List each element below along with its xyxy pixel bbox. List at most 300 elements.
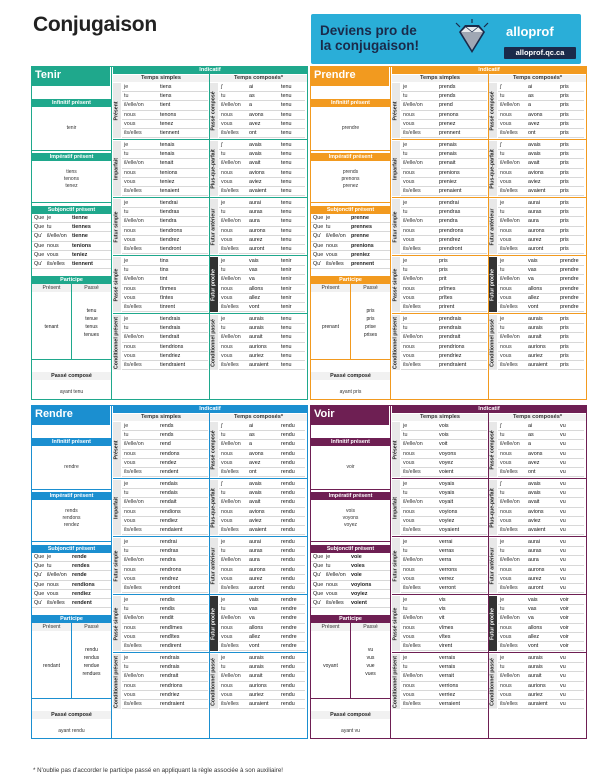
conjugation-row: tu tins — [122, 266, 208, 275]
conjugation-row: je pris — [401, 257, 487, 266]
indicatif-header: Indicatif — [392, 67, 586, 74]
participe-header: Participe — [311, 276, 390, 284]
conjugation-row: vous aurez tenu — [219, 236, 305, 245]
subjonctif-header: Subjonctif présent — [311, 545, 390, 553]
subjonctif-row: Qu' il/elle/on rende — [32, 571, 111, 580]
indicatif-header: Indicatif — [113, 406, 307, 413]
conjugation-row: ils/elles auront rendu — [219, 584, 305, 593]
tense-label: Futur simple — [392, 538, 400, 593]
conjugation-row: tu tiendrais — [122, 324, 208, 333]
tense-label: Présent — [392, 422, 400, 477]
infinitif-value: tenir — [66, 125, 77, 131]
conjugation-row: tu rends — [122, 431, 208, 440]
conjugation-row: il/elle/on va rendre — [219, 614, 305, 623]
conjugation-row: nous aurons vu — [498, 566, 584, 575]
conjugation-row: nous avons rendu — [219, 450, 305, 459]
conjugation-row: il/elle/on tint — [122, 275, 208, 284]
imperatif-form: tenez — [65, 183, 78, 189]
conjugation-row: tu avais tenu — [219, 150, 305, 159]
imperatif-form: voyez — [343, 522, 358, 528]
conjugation-row: il/elle/on tenait — [122, 159, 208, 168]
conjugation-row: nous rendions — [122, 508, 208, 517]
conjugation-row: tu rendras — [122, 547, 208, 556]
conjugation-row: ils/elles auraient pris — [498, 361, 584, 370]
imperatif-form: rends — [65, 508, 78, 514]
tense-label: Futur proche — [210, 257, 218, 312]
conjugation-row: vous allez tenir — [219, 294, 305, 303]
conjugation-row: il/elle/on prendra — [401, 217, 487, 226]
conjugation-row: ils/elles avaient pris — [498, 187, 584, 196]
tense-label: Imparfait — [113, 141, 121, 196]
imperatif-form: vois — [346, 508, 355, 514]
conjugation-row: tu prendrais — [401, 324, 487, 333]
participe-subheader: Présent Passé — [311, 623, 390, 631]
tense-label: Imparfait — [392, 480, 400, 535]
conjugation-row: nous rendrions — [122, 682, 208, 691]
subjonctif-row: Que nous prenions — [311, 242, 390, 251]
tense-label: Imparfait — [113, 480, 121, 535]
conjugation-row: nous voyons — [401, 450, 487, 459]
conjugation-row: je tiens — [122, 83, 208, 92]
conjugation-row: ils/elles rendaient — [122, 526, 208, 535]
conjugation-row: vous aurez vu — [498, 575, 584, 584]
conjugation-row: tu verras — [401, 547, 487, 556]
imperatif-form: prenons — [341, 176, 360, 182]
conjugation-row: tu vas tenir — [219, 266, 305, 275]
conjugation-row: je tiendrai — [122, 199, 208, 208]
conjugation-row: il/elle/on aurait pris — [498, 333, 584, 342]
conjugation-row: il/elle/on rendrait — [122, 672, 208, 681]
infinitif-value: prendre — [341, 125, 360, 131]
conjugation-row: vous prendrez — [401, 236, 487, 245]
conjugation-row: ils/elles auraient tenu — [219, 361, 305, 370]
conjugation-row: nous verrions — [401, 682, 487, 691]
conjugation-row: vous avez pris — [498, 120, 584, 129]
tense-label: Passé simple — [113, 596, 121, 651]
conjugation-row: ils/elles auraient rendu — [219, 700, 305, 709]
temps-composes-header: Temps composés* — [489, 414, 586, 421]
conjugation-row: tu voyais — [401, 489, 487, 498]
conjugation-row: tu vas prendre — [498, 266, 584, 275]
conjugation-row: nous avons vu — [498, 450, 584, 459]
conjugation-row: ils/elles vont voir — [498, 642, 584, 651]
conjugation-row: il/elle/on a tenu — [219, 101, 305, 110]
conjugation-row: vous aviez rendu — [219, 517, 305, 526]
tense-label: Futur antérieur — [210, 199, 218, 254]
verb-title: Rendre — [31, 405, 110, 425]
conjugation-row: vous rendez — [122, 459, 208, 468]
conjugation-row: tu tiendras — [122, 208, 208, 217]
temps-composes-header: Temps composés* — [489, 75, 586, 82]
conjugation-row: je tiendrais — [122, 315, 208, 324]
conjugation-row: il/elle/on tiendrait — [122, 333, 208, 342]
subjonctif-row: Qu' il/elle/on prenne — [311, 232, 390, 241]
tense-label: Plus-que-parfait — [210, 141, 218, 196]
conjugation-row: nous verrons — [401, 566, 487, 575]
participe-present: tenant — [44, 324, 59, 330]
conjugation-row: je vis — [401, 596, 487, 605]
tense-label: Plus-que-parfait — [489, 480, 497, 535]
conjugation-row: j' ai vu — [498, 422, 584, 431]
participe-subheader: Présent Passé — [32, 284, 111, 292]
imperatif-values — [35, 169, 108, 190]
conjugation-row: vous verriez — [401, 691, 487, 700]
imperatif-form: tiens — [66, 169, 77, 175]
conjugation-row: il/elle/on prendrait — [401, 333, 487, 342]
subjonctif-row: Qu' ils/elles rendent — [32, 599, 111, 608]
conjugation-row: tu avais pris — [498, 150, 584, 159]
conjugation-row: vous voyez — [401, 459, 487, 468]
conjugation-row: tu auras tenu — [219, 208, 305, 217]
conjugation-row: ils/elles auraient vu — [498, 700, 584, 709]
passe-compose-header: Passé composé — [32, 372, 111, 380]
subjonctif-row: Que nous rendions — [32, 581, 111, 590]
subjonctif-row: Que vous teniez — [32, 251, 111, 260]
tense-label: Futur simple — [113, 538, 121, 593]
conjugation-row: tu auras rendu — [219, 547, 305, 556]
conjugation-row: je rendrais — [122, 654, 208, 663]
temps-simples-header: Temps simples — [113, 75, 209, 82]
conjugation-row: j' avais tenu — [219, 141, 305, 150]
conjugation-row: je aurais tenu — [219, 315, 305, 324]
conjugation-row: tu vois — [401, 431, 487, 440]
imperatif-header: Impératif présent — [32, 492, 111, 500]
conjugation-row: nous voyions — [401, 508, 487, 517]
tense-label: Présent — [113, 422, 121, 477]
conjugation-row: je vois — [401, 422, 487, 431]
tense-label: Plus-que-parfait — [489, 141, 497, 196]
conjugation-row: tu vis — [401, 605, 487, 614]
imperatif-header: Impératif présent — [32, 153, 111, 161]
subjonctif-header: Subjonctif présent — [32, 545, 111, 553]
conjugation-row: tu vas rendre — [219, 605, 305, 614]
conjugation-row: ils/elles prennent — [401, 129, 487, 138]
conjugation-row: il/elle/on prit — [401, 275, 487, 284]
conjugation-row: tu prends — [401, 92, 487, 101]
conjugation-row: vous avez rendu — [219, 459, 305, 468]
conjugation-row: il/elle/on aurait rendu — [219, 672, 305, 681]
conjugation-row: il/elle/on voyait — [401, 498, 487, 507]
passe-compose-value: ayant tenu — [59, 389, 84, 395]
conjugation-row: je prenais — [401, 141, 487, 150]
conjugation-row: vous vîtes — [401, 633, 487, 642]
conjugation-row: j' ai pris — [498, 83, 584, 92]
conjugation-row: je rendais — [122, 480, 208, 489]
passe-compose-value: ayant rendu — [58, 728, 85, 734]
conjugation-row: nous tiendrons — [122, 227, 208, 236]
conjugation-row: tu auras pris — [498, 208, 584, 217]
conjugation-row: ils/elles auront pris — [498, 245, 584, 254]
passe-compose-header: Passé composé — [311, 372, 390, 380]
conjugation-row: il/elle/on avait vu — [498, 498, 584, 507]
conjugation-row: tu tenais — [122, 150, 208, 159]
conjugation-row: je aurai tenu — [219, 199, 305, 208]
conjugation-row: vous rendriez — [122, 691, 208, 700]
conjugation-row: je verrais — [401, 654, 487, 663]
conjugation-row: il/elle/on aura tenu — [219, 217, 305, 226]
passe-compose-header: Passé composé — [32, 711, 111, 719]
conjugation-row: ils/elles voyaient — [401, 526, 487, 535]
conjugation-row: ils/elles ont rendu — [219, 468, 305, 477]
tense-label: Conditionnel présent — [113, 655, 120, 708]
conjugation-row: je aurai rendu — [219, 538, 305, 547]
conjugation-row: tu avais rendu — [219, 489, 305, 498]
conjugation-row: il/elle/on rendit — [122, 614, 208, 623]
conjugation-row: je aurai pris — [498, 199, 584, 208]
subjonctif-row: Que je tienne — [32, 214, 111, 223]
conjugation-row: tu as rendu — [219, 431, 305, 440]
conjugation-row: vous aviez pris — [498, 178, 584, 187]
conjugation-row: je vais voir — [498, 596, 584, 605]
conjugation-row: ils/elles vont rendre — [219, 642, 305, 651]
conjugation-row: nous aurions rendu — [219, 682, 305, 691]
conjugation-row: vous rendîtes — [122, 633, 208, 642]
conjugation-row: tu verrais — [401, 663, 487, 672]
conjugation-row: il/elle/on avait rendu — [219, 498, 305, 507]
conjugation-row: ils/elles prendront — [401, 245, 487, 254]
conjugation-row: vous aviez vu — [498, 517, 584, 526]
passe-compose-value: ayant vu — [341, 728, 360, 734]
tense-label: Passé simple — [392, 257, 400, 312]
conjugation-row: tu aurais rendu — [219, 663, 305, 672]
conjugation-row: vous prendriez — [401, 352, 487, 361]
conjugation-row: tu aurais pris — [498, 324, 584, 333]
conjugation-row: il/elle/on rend — [122, 440, 208, 449]
conjugation-row: ils/elles vont tenir — [219, 303, 305, 312]
conjugation-row: nous aurons rendu — [219, 566, 305, 575]
conjugation-row: je tenais — [122, 141, 208, 150]
imperatif-header: Impératif présent — [311, 153, 390, 161]
participe-passe: tenu tenue tenus tenues — [83, 308, 99, 338]
conjugation-row: nous aurons pris — [498, 227, 584, 236]
conjugation-row: ils/elles auront tenu — [219, 245, 305, 254]
participe-present: rendant — [43, 663, 60, 669]
passe-compose-header: Passé composé — [311, 711, 390, 719]
subjonctif-header: Subjonctif présent — [311, 206, 390, 214]
conjugation-row: vous auriez pris — [498, 352, 584, 361]
imperatif-form: prenez — [342, 183, 359, 189]
conjugation-row: nous prenions — [401, 169, 487, 178]
conjugation-row: nous aurions tenu — [219, 343, 305, 352]
subjonctif-row: Que vous rendiez — [32, 590, 111, 599]
conjugation-row: nous prîmes — [401, 285, 487, 294]
conjugation-row: je vais prendre — [498, 257, 584, 266]
page-title: Conjugaison — [33, 13, 157, 36]
conjugation-row: vous prîtes — [401, 294, 487, 303]
infinitif-header: Infinitif présent — [311, 99, 390, 107]
imperatif-form: prends — [342, 169, 359, 175]
infinitif-header: Infinitif présent — [32, 438, 111, 446]
tense-label: Conditionnel passé — [489, 654, 497, 709]
tense-label: Présent — [113, 83, 121, 138]
tense-label: Conditionnel passé — [210, 315, 218, 370]
subjonctif-row: Que nous voyions — [311, 581, 390, 590]
conjugation-row: il/elle/on prenait — [401, 159, 487, 168]
conjugation-row: nous avions vu — [498, 508, 584, 517]
conjugation-row: vous prenez — [401, 120, 487, 129]
conjugation-row: il/elle/on aurait tenu — [219, 333, 305, 342]
imperatif-form: voyons — [342, 515, 359, 521]
conjugation-row: j' avais rendu — [219, 480, 305, 489]
conjugation-row: il/elle/on aura rendu — [219, 556, 305, 565]
temps-simples-header: Temps simples — [392, 414, 488, 421]
conjugation-row: ils/elles rendirent — [122, 642, 208, 651]
conjugation-row: tu auras vu — [498, 547, 584, 556]
conjugation-row: ils/elles prenaient — [401, 187, 487, 196]
conjugation-row: nous avons pris — [498, 111, 584, 120]
tense-label: Passé composé — [489, 422, 497, 477]
site-link[interactable]: alloprof.qc.ca — [504, 47, 576, 59]
tense-label: Conditionnel présent — [392, 655, 399, 708]
conjugation-row: vous tiendriez — [122, 352, 208, 361]
imperatif-form: rendons — [62, 515, 81, 521]
verb-title: Voir — [310, 405, 389, 425]
conjugation-row: tu avais vu — [498, 489, 584, 498]
conjugation-row: je aurais pris — [498, 315, 584, 324]
participe-header: Participe — [32, 615, 111, 623]
subjonctif-row: Que vous preniez — [311, 251, 390, 260]
tense-label: Passé composé — [210, 83, 218, 138]
conjugation-row: nous rendîmes — [122, 624, 208, 633]
conjugation-row: nous tînmes — [122, 285, 208, 294]
conjugation-row: nous avions rendu — [219, 508, 305, 517]
participe-header: Participe — [32, 276, 111, 284]
verb-panel-voir — [310, 405, 587, 739]
conjugation-row: vous voyiez — [401, 517, 487, 526]
indicatif-header: Indicatif — [113, 67, 307, 74]
conjugation-row: ils/elles voient — [401, 468, 487, 477]
conjugation-row: nous aurions vu — [498, 682, 584, 691]
conjugation-row: il/elle/on aura pris — [498, 217, 584, 226]
tense-label: Conditionnel passé — [489, 315, 497, 370]
tense-label: Passé composé — [489, 83, 497, 138]
verb-title: Prendre — [310, 66, 389, 86]
conjugation-row: je prendrais — [401, 315, 487, 324]
tense-label: Futur simple — [113, 199, 121, 254]
infinitif-header: Infinitif présent — [32, 99, 111, 107]
conjugation-row: nous prendrions — [401, 343, 487, 352]
conjugation-row: vous preniez — [401, 178, 487, 187]
temps-composes-header: Temps composés* — [210, 414, 307, 421]
alloprof-banner[interactable] — [311, 14, 581, 64]
temps-simples-header: Temps simples — [392, 75, 488, 82]
conjugation-row: nous aurons tenu — [219, 227, 305, 236]
tense-label: Futur simple — [392, 199, 400, 254]
conjugation-row: vous avez tenu — [219, 120, 305, 129]
indicatif-header: Indicatif — [392, 406, 586, 413]
conjugation-row: vous verrez — [401, 575, 487, 584]
conjugation-row: tu pris — [401, 266, 487, 275]
conjugation-row: je prendrai — [401, 199, 487, 208]
subjonctif-row: Que je rende — [32, 553, 111, 562]
subjonctif-row: Qu' il/elle/on tienne — [32, 232, 111, 241]
conjugation-row: nous rendons — [122, 450, 208, 459]
participe-header: Participe — [311, 615, 390, 623]
conjugation-row: tu tiens — [122, 92, 208, 101]
infinitif-header: Infinitif présent — [311, 438, 390, 446]
tense-label: Imparfait — [392, 141, 400, 196]
conjugation-row: ils/elles verront — [401, 584, 487, 593]
subjonctif-row: Qu' ils/elles prennent — [311, 260, 390, 269]
conjugation-row: il/elle/on verra — [401, 556, 487, 565]
conjugation-row: ils/elles tinrent — [122, 303, 208, 312]
temps-composes-header: Temps composés* — [210, 75, 307, 82]
conjugation-row: ils/elles rendront — [122, 584, 208, 593]
conjugation-row: ils/elles prendraient — [401, 361, 487, 370]
conjugation-row: ils/elles tiendraient — [122, 361, 208, 370]
tense-label: Présent — [392, 83, 400, 138]
imperatif-values — [314, 508, 387, 529]
conjugation-row: tu as pris — [498, 92, 584, 101]
conjugation-row: je tins — [122, 257, 208, 266]
conjugation-row: vous auriez rendu — [219, 691, 305, 700]
tense-label: Conditionnel présent — [392, 316, 399, 369]
participe-passe: pris pris prise prises — [363, 308, 378, 338]
tense-label: Futur proche — [489, 596, 497, 651]
tense-label: Futur antérieur — [489, 538, 497, 593]
participe-present: voyant — [323, 663, 338, 669]
conjugation-row: nous allons voir — [498, 624, 584, 633]
imperatif-values — [35, 508, 108, 529]
imperatif-values — [314, 169, 387, 190]
conjugation-row: nous rendrons — [122, 566, 208, 575]
conjugation-row: vous auriez vu — [498, 691, 584, 700]
subjonctif-row: Que vous voyiez — [311, 590, 390, 599]
conjugation-row: tu aurais tenu — [219, 324, 305, 333]
conjugation-row: vous allez prendre — [498, 294, 584, 303]
conjugation-row: nous vîmes — [401, 624, 487, 633]
conjugation-row: je rendis — [122, 596, 208, 605]
conjugation-row: nous allons prendre — [498, 285, 584, 294]
conjugation-row: vous aurez rendu — [219, 575, 305, 584]
conjugation-row: vous rendiez — [122, 517, 208, 526]
conjugation-row: je vais rendre — [219, 596, 305, 605]
conjugation-row: nous avions tenu — [219, 169, 305, 178]
conjugation-row: je vais tenir — [219, 257, 305, 266]
tense-label: Futur proche — [210, 596, 218, 651]
imperatif-form: rendez — [63, 522, 80, 528]
conjugation-row: ils/elles avaient tenu — [219, 187, 305, 196]
conjugation-row: il/elle/on vit — [401, 614, 487, 623]
conjugation-row: vous tîntes — [122, 294, 208, 303]
subjonctif-row: Qu' il/elle/on voie — [311, 571, 390, 580]
conjugation-row: vous rendrez — [122, 575, 208, 584]
conjugation-row: vous tenez — [122, 120, 208, 129]
conjugation-row: tu rendrais — [122, 663, 208, 672]
conjugation-row: ils/elles vont prendre — [498, 303, 584, 312]
imperatif-header: Impératif présent — [311, 492, 390, 500]
conjugation-row: nous allons tenir — [219, 285, 305, 294]
conjugation-row: il/elle/on aurait vu — [498, 672, 584, 681]
participe-passe: vu vus vue vues — [365, 647, 376, 677]
conjugation-row: il/elle/on a pris — [498, 101, 584, 110]
conjugation-row: nous tenions — [122, 169, 208, 178]
banner-text: Deviens pro de la conjugaison! — [320, 23, 420, 53]
conjugation-row: j' avais vu — [498, 480, 584, 489]
conjugation-row: il/elle/on a rendu — [219, 440, 305, 449]
infinitif-value: rendre — [64, 464, 79, 470]
conjugation-row: ils/elles rendent — [122, 468, 208, 477]
conjugation-row: vous allez rendre — [219, 633, 305, 642]
conjugation-row: j' ai tenu — [219, 83, 305, 92]
conjugation-row: ils/elles prirent — [401, 303, 487, 312]
conjugation-row: ils/elles tiendront — [122, 245, 208, 254]
tense-label: Conditionnel présent — [113, 316, 120, 369]
conjugation-row: ils/elles verraient — [401, 700, 487, 709]
participe-present: prenant — [322, 324, 339, 330]
participe-subheader: Présent Passé — [311, 284, 390, 292]
subjonctif-row: Que je prenne — [311, 214, 390, 223]
